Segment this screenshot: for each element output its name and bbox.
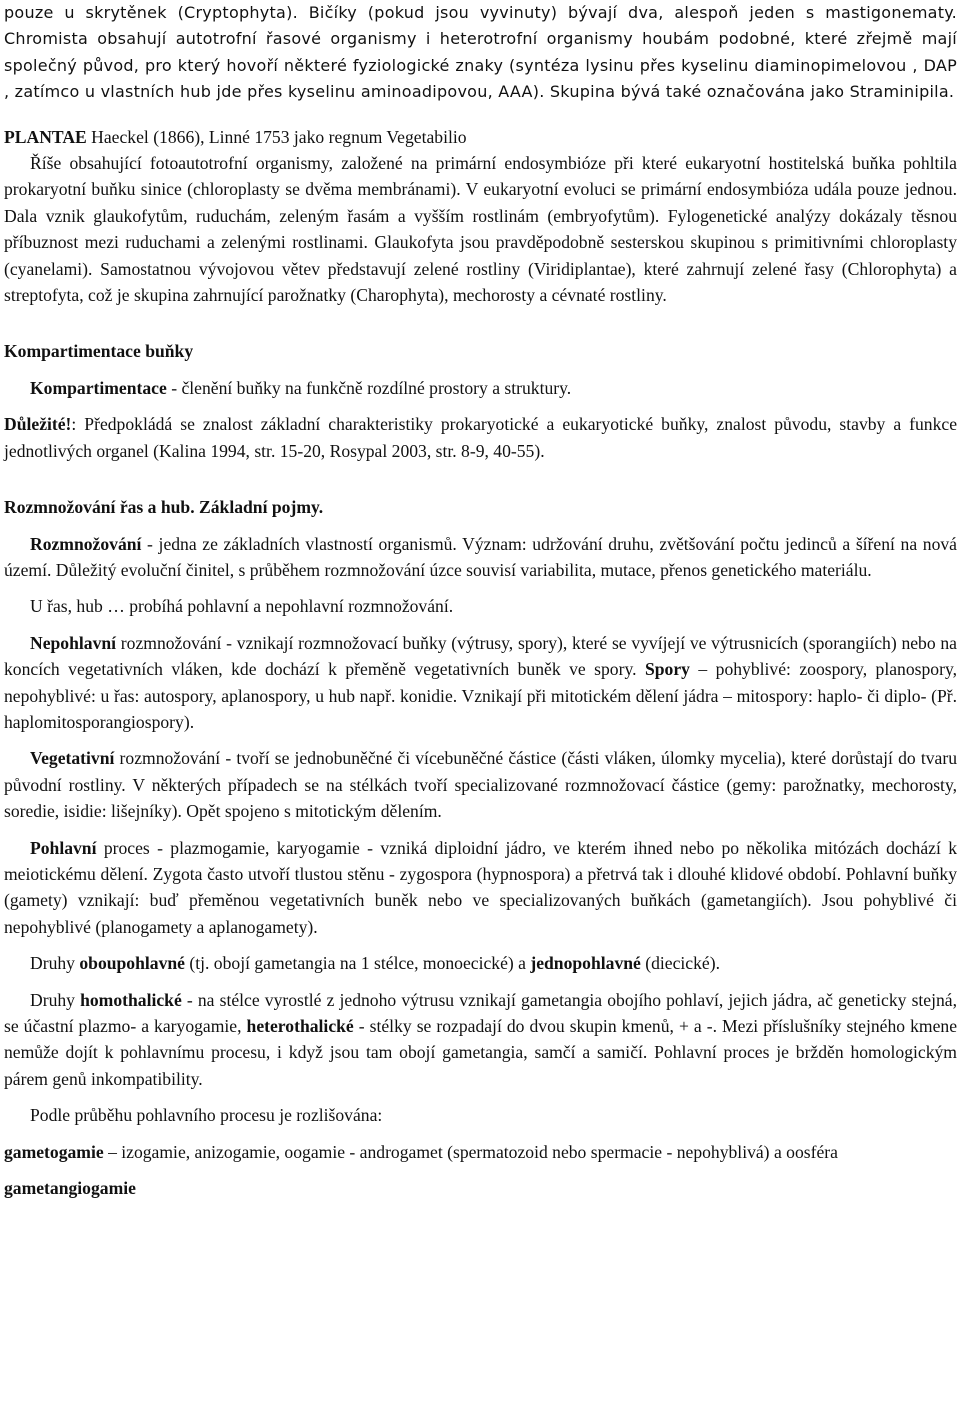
vegetativni-term: Vegetativní [30, 748, 115, 769]
vegetativni-paragraph [4, 745, 957, 824]
important-label: Důležité! [4, 414, 72, 435]
spory-term: Spory [644, 659, 690, 680]
oboupohlavne-mid: (tj. obojí gametangia na 1 stélce, monoecické) a [184, 953, 531, 974]
homothalicke-term: homothalické [80, 989, 182, 1010]
rozmnozovani-heading [4, 494, 957, 520]
nepohlavni-paragraph [4, 630, 957, 736]
rozmnozovani-term: Rozmnožování [30, 533, 142, 554]
oboupohlavne-post: (diecické). [640, 953, 720, 974]
gametangiogamie-term: gametangiogamie [4, 1178, 136, 1199]
rozmnozovani-paragraph-1 [4, 531, 957, 584]
kompartimentace-heading-text: Kompartimentace buňky [4, 341, 194, 362]
pohlavni-term: Pohlavní [30, 837, 97, 858]
pohlavni-text: proces - plazmogamie, karyogamie - vzniká diploidní jádro, ve kterém ihned nebo po několika mitózách dochází k meiotickému dělení. Zygota často utvoří tlustou stěnu - zygospora (hypnospora) a přetrvá tak i dlouhé klidové období. Pohlavní buňky (gamety) vznikají: buď přeměnou vegetativních buněk nebo ve specializovaných buňkách (gametangiích). Jsou pohyblivé či nepohyblivé (planogamety a aplanogamety). [4, 837, 957, 937]
kompartimentace-definition-text: - členění buňky na funkčně rozdílné prostory a struktury. [166, 377, 572, 398]
homothalicke-pre: Druhy [30, 989, 81, 1010]
gametogamie-term: gametogamie [4, 1141, 104, 1162]
gametogamie-paragraph [4, 1139, 957, 1165]
jednopohlavne-term: jednopohlavné [530, 953, 641, 974]
homothalicke-mid: - na stélce vyrostlé z jednoho výtrusu vznikají gametangia obojího pohlaví, jejich jádra, ač geneticky stejná, se účastní plazmo- a karyogamie, [4, 989, 958, 1036]
gametogamie-text: – izogamie, anizogamie, oogamie - androgamet (spermatozoid nebo spermacie - nepohyblivá) a oosféra [103, 1141, 838, 1162]
important-note [4, 411, 957, 464]
rozmnozovani-paragraph-2: U řas, hub … probíhá pohlavní a nepohlavní rozmnožování. [30, 596, 454, 617]
important-text: : Předpokládá se znalost základní charakteristiky prokaryotické a eukaryotické buňky, znalost původu, stavby a funkce jednotlivých organel (Kalina 1994, str. 15-20, Rosypal 2003, str. 8-9, 40-55). [4, 414, 957, 461]
prubeh-paragraph: Podle průběhu pohlavního procesu je rozlišována: [30, 1105, 383, 1126]
oboupohlavne-paragraph [4, 950, 957, 976]
plantae-title: PLANTAE [4, 126, 87, 147]
plantae-body: Říše obsahující fotoautotrofní organismy, založené na primární endosymbióze při které eukaryotní hostitelská buňka pohltila prokaryotní buňku sinice (chloroplasty se dvěma membránami). V eukaryotní evoluci se primární endosymbióza udála pouze jednou. Dala vznik glaukofytům, ruduchám, zeleným řasám a vyšším rostlinám (embryofytům). Fylogenetické analýzy dokázaly těsnou příbuznost mezi ruduchami a zelenými rostlinami. Glaukofyta jsou pravděpodobně sesterskou skupinou s primitivními chloroplasty (cyanelami). Samostatnou vývojovou větev představují zelené rostliny (Viridiplantae), které zahrnují zelené řasy (Chlorophyta) a streptofyta, což je skupina zahrnující parožnatky (Charophyta), mechorosty a cévnaté rostliny. [4, 153, 957, 306]
kompartimentace-heading [4, 338, 957, 364]
heterothalicke-term: heterothalické [246, 1016, 354, 1036]
plantae-title-line [4, 124, 957, 150]
kompartimentace-term: Kompartimentace [30, 377, 167, 398]
nepohlavni-text-a: rozmnožování - vznikají rozmnožovací buňky (výtrusy, spory), které se vyvíjejí ve výtrusnicích (sporangiích) nebo na koncích vegetativních vláken, kde dochází k přeměně vegetativních buněk ve spory. [4, 632, 957, 680]
oboupohlavne-pre: Druhy [30, 953, 80, 974]
document-page [4, 0, 957, 1201]
homothalicke-paragraph [4, 987, 957, 1093]
rozmnozovani-heading-text: Rozmnožování řas a hub. Základní pojmy. [4, 497, 324, 518]
plantae-title-rest: Haeckel (1866), Linné 1753 jako regnum Vegetabilio [86, 126, 467, 147]
gametangiogamie-paragraph [4, 1175, 957, 1201]
pohlavni-paragraph [4, 835, 957, 941]
oboupohlavne-term: oboupohlavné [79, 953, 185, 974]
intro-paragraph: pouze u skrytěnek (Cryptophyta). Bičíky (pokud jsou vyvinuty) bývají dva, alespoň jeden s mastigonematy. Chromista obsahují autotrofní řasové organismy i heterotrofní organismy houbám podobné, které zřejmě mají společný původ, pro který hovoří některé fyziologické znaky (syntéza lysinu přes kyselinu diaminopimelovou , DAP , zatímco u vlastních hub jde přes kyselinu aminoadipovou, AAA). Skupina bývá také označována jako Straminipila. [4, 3, 957, 102]
kompartimentace-definition [4, 375, 957, 401]
rozmnozovani-p1-text: - jedna ze základních vlastností organismů. Význam: udržování druhu, zvětšování počtu jedinců a šíření na nová území. Důležitý evoluční činitel, s průběhem rozmnožování úzce souvisí variabilita, mutace, přenos genetického materiálu. [4, 533, 957, 580]
homothalicke-post: - stélky se rozpadají do dvou skupin kmenů, + a -. Mezi příslušníky stejného kmene nemůže dojít k pohlavnímu procesu, i když jsou tam obojí gametangia, samčí a samičí. Pohlavní proces je bržděn homologickým párem genů inkompatibility. [4, 1016, 957, 1089]
vegetativni-text: rozmnožování - tvoří se jednobuněčné či vícebuněčné částice (části vláken, úlomky mycelia), které dorůstají do tvaru původní rostliny. V některých případech se na stélkách tvoří specializované rozmnožovací částice (gemy: parožnatky, mechorosty, soredie, isidie: lišejníky). Opět spojeno s mitotickým dělením. [4, 748, 957, 822]
nepohlavni-text-b: – pohyblivé: zoospory, planospory, nepohyblivé: u řas: autospory, aplanospory, u hub např. konidie. Vznikají při mitotickém dělení jádra – mitospory: haplo- či diplo- (Př. haplomitosporangiospory). [4, 659, 957, 732]
nepohlavni-term: Nepohlavní [30, 632, 117, 653]
